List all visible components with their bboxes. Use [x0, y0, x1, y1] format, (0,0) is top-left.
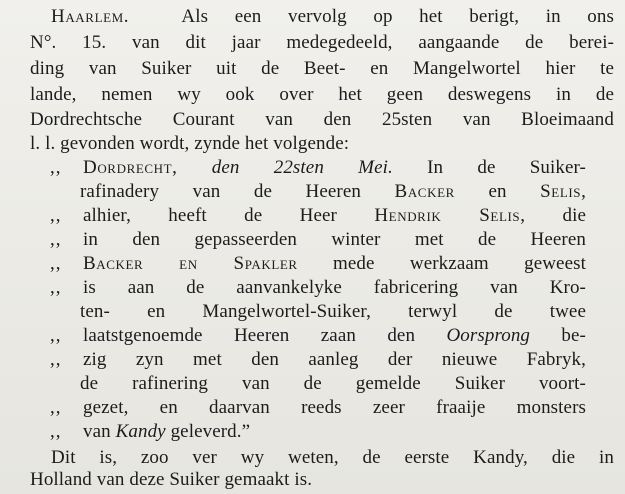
name-backer: Backer: [394, 181, 455, 202]
word-kandy: Kandy: [115, 421, 166, 442]
quote-mark: ,,: [50, 205, 62, 226]
quote-line-7: ten- en Mangelwortel-Suiker, terwyl de twee: [80, 301, 586, 322]
quote-mark: ,,: [50, 229, 62, 250]
quote-date: den 22sten Mei.: [211, 157, 393, 178]
names-backer-spakler: Backer en Spakler: [83, 253, 298, 274]
paragraph-2-line-2: Holland van deze Suiker gemaakt is.: [30, 469, 313, 490]
quote-mark: ,,: [50, 253, 62, 274]
paragraph-1-line-2: N°. 15. van dit jaar medegedeeld, aangaande de berei-: [30, 32, 614, 53]
paragraph-1-line-3: ding van Suiker uit de Beet- en Mangelwortel hier te: [30, 58, 614, 79]
quote-line-6: ,, is aan de aanvankelyke fabricering van Kro-: [50, 277, 586, 298]
paragraph-2-line-1: Dit is, zoo ver wy weten, de eerste Kandy, die in: [51, 447, 614, 468]
quote-mark: ,,: [50, 397, 62, 418]
paragraph-1-line-4: lande, nemen wy ook over het geen deswegens in de: [30, 84, 614, 105]
place-oorsprong: Oorsprong: [446, 325, 531, 346]
quote-line-4: ,, in den gepasseerden winter met de Heeren: [50, 229, 586, 250]
quote-line-11: ,, gezet, en daarvan reeds zeer fraaije monsters: [50, 397, 586, 418]
quote-line-3: ,, alhier, heeft de Heer Hendrik Selis, die: [50, 205, 586, 226]
quote-line-8: ,, laatstgenoemde Heeren zaan den Oorsprong be-: [50, 325, 586, 346]
paragraph-1-line-6: l. l. gevonden wordt, zynde het volgende:: [30, 133, 350, 154]
quote-mark: ,,: [50, 325, 62, 346]
quote-mark: ,,: [50, 349, 62, 370]
quote-line-1: ,, Dordrecht, den 22sten Mei. In de Suiker-: [50, 157, 586, 178]
quote-mark: ,,: [50, 421, 62, 442]
paragraph-1-line-5: Dordrechtsche Courant van den 25sten van Bloeimaand: [30, 109, 614, 130]
name-hendrik-selis: Hendrik Selis: [374, 205, 521, 226]
quote-line-12: ,, van Kandy geleverd.”: [50, 421, 251, 442]
quote-line-10: de rafinering van de gemelde Suiker voort-: [80, 373, 586, 394]
dateline-haarlem: Haarlem.: [51, 6, 130, 27]
dateline-dordrecht: Dordrecht,: [83, 157, 178, 178]
quote-line-2: rafinadery van de Heeren Backer en Selis,: [80, 181, 586, 202]
name-selis: Selis: [540, 181, 582, 202]
quote-mark: ,,: [50, 157, 62, 178]
quote-mark: ,,: [50, 277, 62, 298]
quote-line-5: ,, Backer en Spakler mede werkzaam geweest: [50, 253, 586, 274]
quote-line-9: ,, zig zyn met den aanleg der nieuwe Fabryk,: [50, 349, 586, 370]
paragraph-1-line-1: Haarlem. Als een vervolg op het berigt, in ons: [51, 6, 614, 27]
